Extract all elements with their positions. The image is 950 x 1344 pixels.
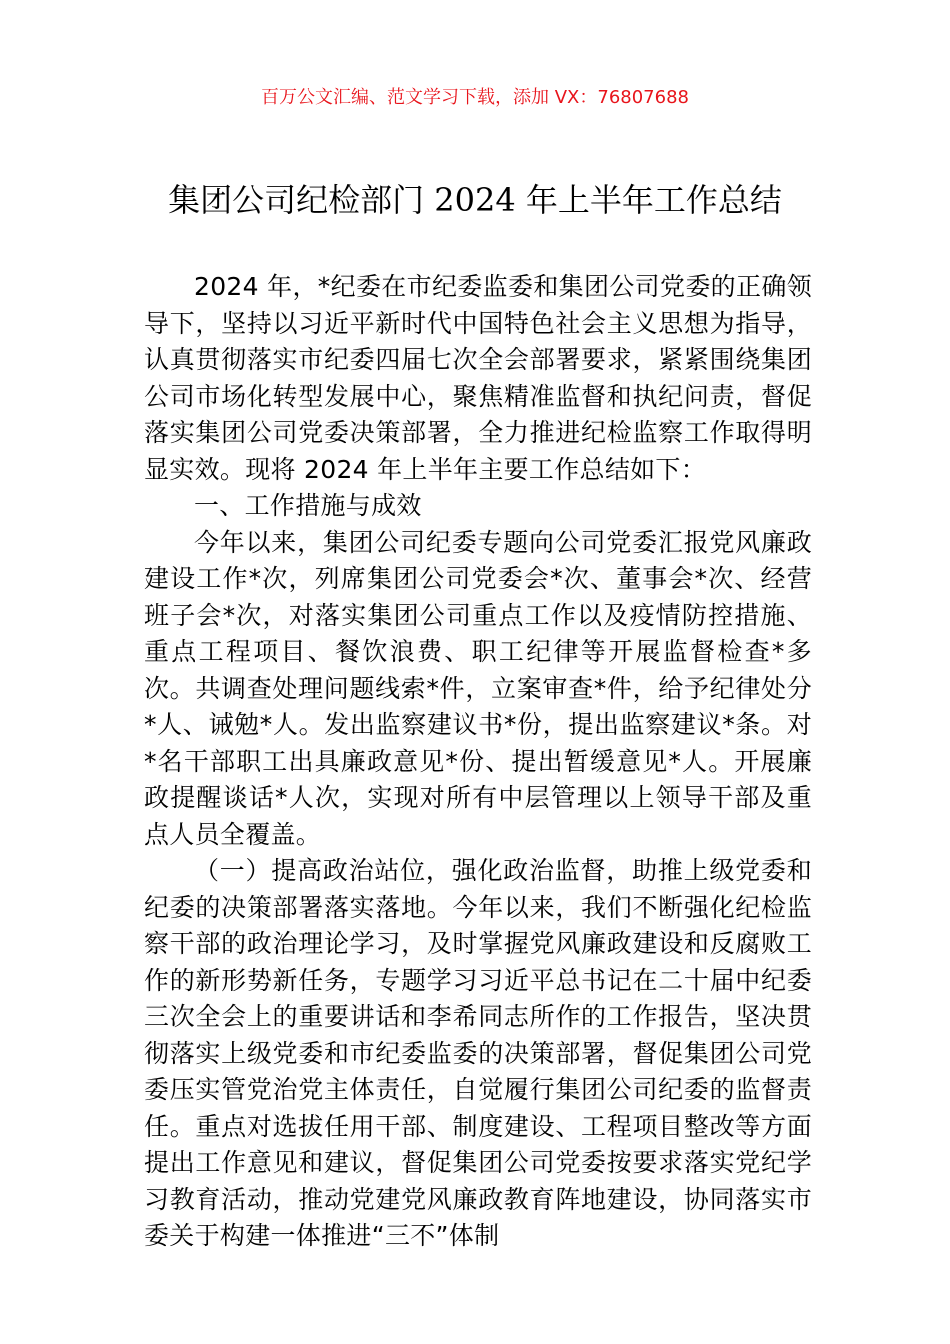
page-title: 集团公司纪检部门 2024 年上半年工作总结 <box>168 181 782 219</box>
section-heading: 一、工作措施与成效 <box>194 491 422 520</box>
document-body <box>144 269 812 1255</box>
paragraph-subsection-1: （一）提高政治站位，强化政治监督，助推上级党委和纪委的决策部署落实落地。今年以来，我们不断强化纪检监察干部的政治理论学习，及时掌握党风廉政建设和反腐败工作的新形势新任务，专题学习习近平总书记在二十届中纪委三次全会上的重要讲话和李希同志所作的工作报告，坚决贯彻落实上级党委和市纪委监委的决策部署，督促集团公司党委压实管党治党主体责任，自觉履行集团公司纪委的监督责任。重点对选拔任用干部、制度建设、工程项目整改等方面提出工作意见和建议，督促集团公司党委按要求落实党纪学习教育活动，推动党建党风廉政教育阵地建设，协同落实市委关于构建一体推进“三不”体制 <box>144 856 812 1250</box>
header-note: 百万公文汇编、范文学习下载，添加 VX：76807688 <box>261 87 689 108</box>
paragraph-summary: 今年以来，集团公司纪委专题向公司党委汇报党风廉政建设工作*次，列席集团公司党委会*次、董事会*次、经营班子会*次，对落实集团公司重点工作以及疫情防控措施、重点工程项目、餐饮浪费、职工纪律等开展监督检查*多次。共调查处理问题线索*件，立案审查*件，给予纪律处分*人、诫勉*人。发出监察建议书*份，提出监察建议*条。对*名干部职工出具廉政意见*份、提出暂缓意见*人。开展廉政提醒谈话*人次，实现对所有中层管理以上领导干部及重点人员全覆盖。 <box>144 527 812 849</box>
paragraph-intro: 2024 年，*纪委在市纪委监委和集团公司党委的正确领导下，坚持以习近平新时代中国特色社会主义思想为指导，认真贯彻落实市纪委四届七次全会部署要求，紧紧围绕集团公司市场化转型发展中心，聚焦精准监督和执纪问责，督促落实集团公司党委决策部署，全力推进纪检监察工作取得明显实效。现将 2024 年上半年主要工作总结如下： <box>144 272 812 484</box>
